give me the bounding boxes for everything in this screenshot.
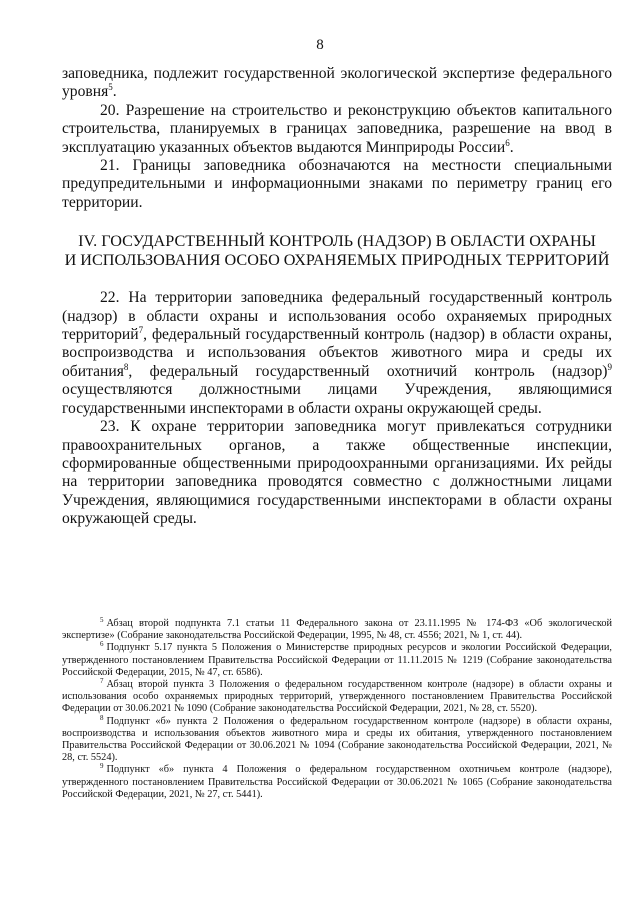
footnote-ref-9[interactable]: 9	[607, 361, 612, 372]
footnote-mark: 8	[100, 713, 104, 722]
page-number: 8	[316, 37, 324, 53]
footnote-ref-5[interactable]: 5	[108, 82, 113, 93]
footnote-ref-7[interactable]: 7	[138, 325, 144, 336]
footnote-ref-8[interactable]: 8	[123, 361, 129, 372]
footnote-mark: 9	[100, 762, 104, 771]
footnote-text: Подпункт 5.17 пункта 5 Положения о Министерстве природных ресурсов и экологии Российской Федерации, утвержденного постановлением Правительства Российской Федерации от 11.11.2015 № 1219 (Собрание законодательства Российской Федерации, 2015, № 47, ст. 6586).	[62, 642, 612, 678]
heading-line-1: IV. ГОСУДАРСТВЕННЫЙ КОНТРОЛЬ (НАДЗОР) В ОБЛАСТИ ОХРАНЫ	[78, 232, 596, 251]
footnote-7	[62, 679, 612, 716]
footnote-mark: 7	[100, 677, 104, 686]
paragraph-22	[62, 289, 612, 418]
footnote-mark: 5	[100, 616, 104, 624]
footnote-8	[62, 713, 612, 765]
paragraph-text-d: осуществляются должностными лицами Учреждения, являющимися государственными инспекторами в области охраны окружающей среды.	[62, 381, 612, 417]
heading-line-2: И ИСПОЛЬЗОВАНИЯ ОСОБО ОХРАНЯЕМЫХ ПРИРОДНЫХ ТЕРРИТОРИЙ	[64, 250, 610, 269]
footnote-text: Подпункт «б» пункта 4 Положения о федеральном государственном охотничьем контроле (надзоре), утвержденного постановлением Правительства Российской Федерации от 30.06.2021 № 1065 (Собрание законодательства Российской Федерации, 2021, № 27, ст. 5441).	[62, 764, 612, 800]
paragraph-text: 20. Разрешение на строительство и реконструкцию объектов капитального строительства, планируемых в границах заповедника, разрешение на ввод в эксплуатацию указанных объектов выдаются Минприроды России	[62, 101, 612, 156]
paragraph-23: 23. К охране территории заповедника могут привлекаться сотрудники правоохранительных органов, а также общественные инспекции, сформированные общественными природоохранными организациями. Их рейды на территории заповедника проводятся совместно с должностными лицами Учреждения, являющимися государственными инспекторами в области охраны окружающей среды.	[62, 418, 612, 528]
footnote-5	[62, 618, 612, 642]
body-text	[62, 65, 612, 529]
paragraph-tail: .	[509, 138, 514, 156]
footnote-mark: 6	[100, 640, 104, 649]
footnote-text: Абзац второй пункта 3 Положения о федеральном государственном контроле (надзоре) в области охраны и использования особо охраняемых природных территорий, утвержденного постановлением Правительства Российской Федерации от 30.06.2021 № 1090 (Собрание законодательства Российской Федерации, 2021, № 28, ст. 5520).	[62, 679, 612, 715]
paragraph-continued	[62, 65, 612, 102]
footnote-text: Абзац второй подпункта 7.1 статьи 11 Федерального закона от 23.11.1995 № 174-ФЗ «Об экологической экспертизе» (Собрание законодательства Российской Федерации, 1995, № 48, ст. 4556; 2021, № 1, ст. 44).	[62, 618, 612, 642]
paragraph-text-a: 22. На территории заповедника федеральный государственный контроль (надзор) в области охраны и использования особо охраняемых природных территорий	[62, 289, 612, 344]
paragraph-text-c: , федеральный государственный охотничий контроль (надзор)	[128, 362, 608, 380]
paragraph-tail: .	[112, 83, 117, 101]
paragraph-20	[62, 102, 612, 157]
paragraph-text-b: , федеральный государственный контроль (надзор) в области охраны, воспроизводства и использования объектов животного мира и среды их обитания	[62, 326, 612, 380]
paragraph-21: 21. Границы заповедника обозначаются на местности специальными предупредительными и информационными знаками по периметру границ его территории.	[62, 157, 612, 211]
footnote-text: Подпункт «б» пункта 2 Положения о федеральном государственном контроле (надзоре) в области охраны, воспроизводства и использования объектов животного мира и среды их обитания, утвержденного постановлением Правительства Российской Федерации от 30.06.2021 № 1094 (Собрание законодательства Российской Федерации, 2021, № 28, ст. 5524).	[62, 715, 612, 764]
footnote-6	[62, 642, 612, 679]
footnotes	[62, 618, 612, 801]
section-heading	[62, 232, 612, 269]
footnote-9	[62, 764, 612, 801]
footnote-ref-6[interactable]: 6	[505, 137, 510, 148]
paragraph-text: заповедника, подлежит государственной экологической экспертизе федерального уровня	[62, 65, 612, 101]
